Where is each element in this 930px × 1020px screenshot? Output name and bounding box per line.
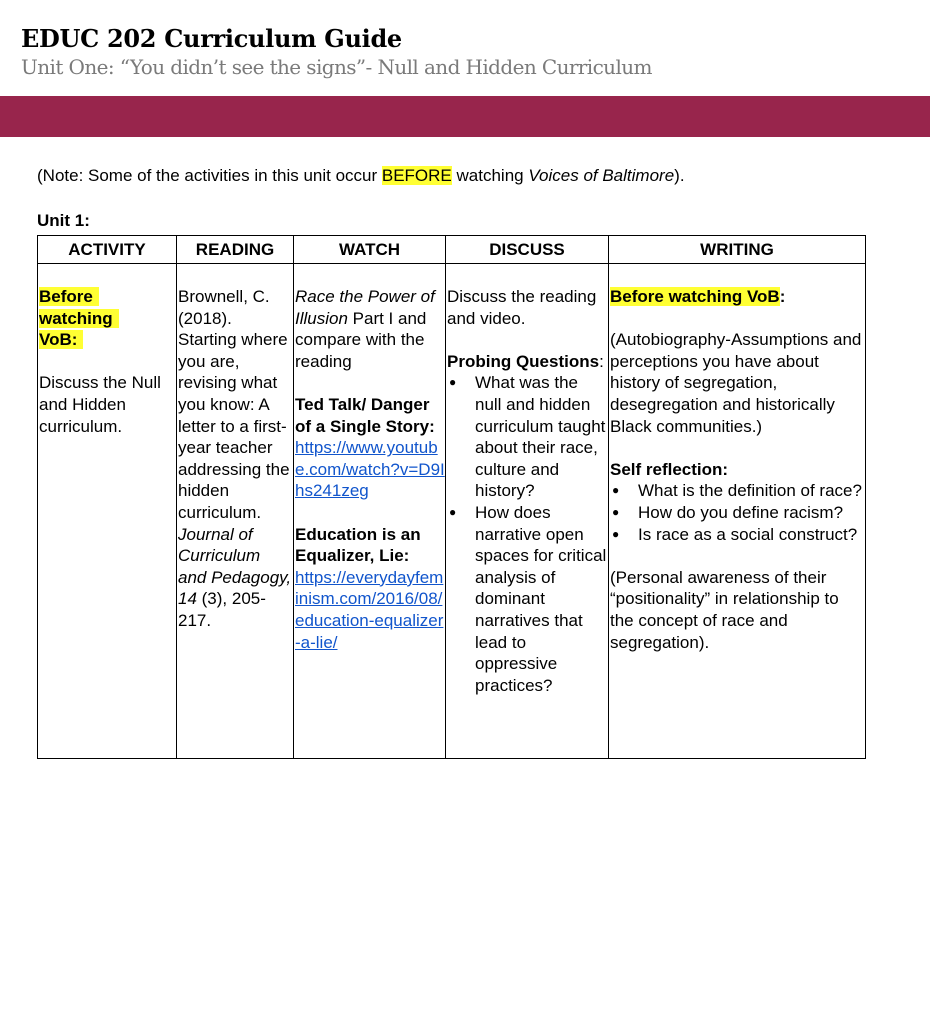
ted-talk-link[interactable]: https://www.youtube.com/watch?v=D9Ihs241zeg xyxy=(295,438,445,501)
writing-heading: Before watching VoB xyxy=(610,287,780,306)
header-activity: ACTIVITY xyxy=(38,236,177,264)
writing-awareness: (Personal awareness of their “positionality” in relationship to the concept of race and segregation). xyxy=(610,567,839,652)
list-item: ● What was the null and hidden curriculum taught about their race, culture and history? xyxy=(449,373,606,501)
header-watch: WATCH xyxy=(294,236,446,264)
list-item: ● How do you define racism? xyxy=(612,502,844,522)
writing-cell xyxy=(609,264,866,759)
note-film-title: Voices of Baltimore xyxy=(528,166,675,185)
watch-cell xyxy=(294,264,446,759)
list-item: ● How does narrative open spaces for critical analysis of dominant narratives that lead to oppressive practices? xyxy=(449,502,607,695)
curriculum-table xyxy=(37,235,866,759)
probing-questions-list xyxy=(447,372,608,696)
reading-cell xyxy=(177,264,294,759)
ted-talk-heading: Ted Talk/ Danger of a Single Story: xyxy=(295,394,435,436)
discuss-cell xyxy=(446,264,609,759)
writing-autobiography: (Autobiography-Assumptions and perceptions you have about history of segregation, desegregation and historically Black communities.) xyxy=(610,330,862,436)
table-header-row xyxy=(38,236,866,264)
probing-questions-colon: : xyxy=(599,351,604,371)
note-prefix: (Note: Some of the activities in this unit occur xyxy=(37,166,382,185)
table-row xyxy=(38,264,866,759)
bullet-icon: ● xyxy=(612,526,620,541)
reading-pages: (3), 205-217. xyxy=(178,589,266,630)
bullet-icon: ● xyxy=(449,504,457,519)
bullet-icon: ● xyxy=(612,504,620,519)
document-title: EDUC 202 Curriculum Guide xyxy=(21,24,402,53)
activity-cell xyxy=(38,264,177,759)
list-item: ● What is the definition of race? xyxy=(612,481,862,501)
education-equalizer-link[interactable]: https://everydayfeminism.com/2016/08/education-equalizer-a-lie/ xyxy=(295,567,444,652)
unit-label: Unit 1: xyxy=(37,211,90,230)
note-highlight: BEFORE xyxy=(381,166,452,185)
reading-journal: Journal of Curriculum and Pedagogy, 14 xyxy=(178,524,292,609)
bullet-icon: ● xyxy=(612,483,620,498)
list-item: ● Is race as a social construct? xyxy=(612,524,858,544)
watch-film-text: Part I and compare with the reading xyxy=(295,308,427,371)
header-discuss: DISCUSS xyxy=(446,236,609,264)
education-equalizer-heading: Education is an Equalizer, Lie: xyxy=(295,524,421,566)
activity-heading: Before watching VoB: xyxy=(39,287,119,349)
header-reading: READING xyxy=(177,236,294,264)
activity-text: Discuss the Null and Hidden curriculum. xyxy=(39,373,161,436)
unit-note xyxy=(37,165,685,187)
bullet-icon: ● xyxy=(449,375,457,390)
discuss-intro: Discuss the reading and video. xyxy=(447,287,597,328)
note-suffix: ). xyxy=(674,166,685,185)
note-middle: watching xyxy=(451,166,529,185)
self-reflection-heading: Self reflection: xyxy=(610,459,729,479)
header-writing: WRITING xyxy=(609,236,866,264)
reading-citation: Brownell, C. (2018). Starting where you are, revising what you know: A letter to a first-year teacher addressing the hidden curriculum. xyxy=(178,287,290,522)
document-subtitle: Unit One: “You didn’t see the signs”- Null and Hidden Curriculum xyxy=(21,55,652,79)
writing-heading-colon: : xyxy=(779,287,786,306)
header-band xyxy=(0,96,930,137)
watch-film-title: Race the Power of Illusion xyxy=(295,287,435,328)
self-reflection-list xyxy=(610,480,865,545)
probing-questions-heading: Probing Questions xyxy=(447,351,600,371)
